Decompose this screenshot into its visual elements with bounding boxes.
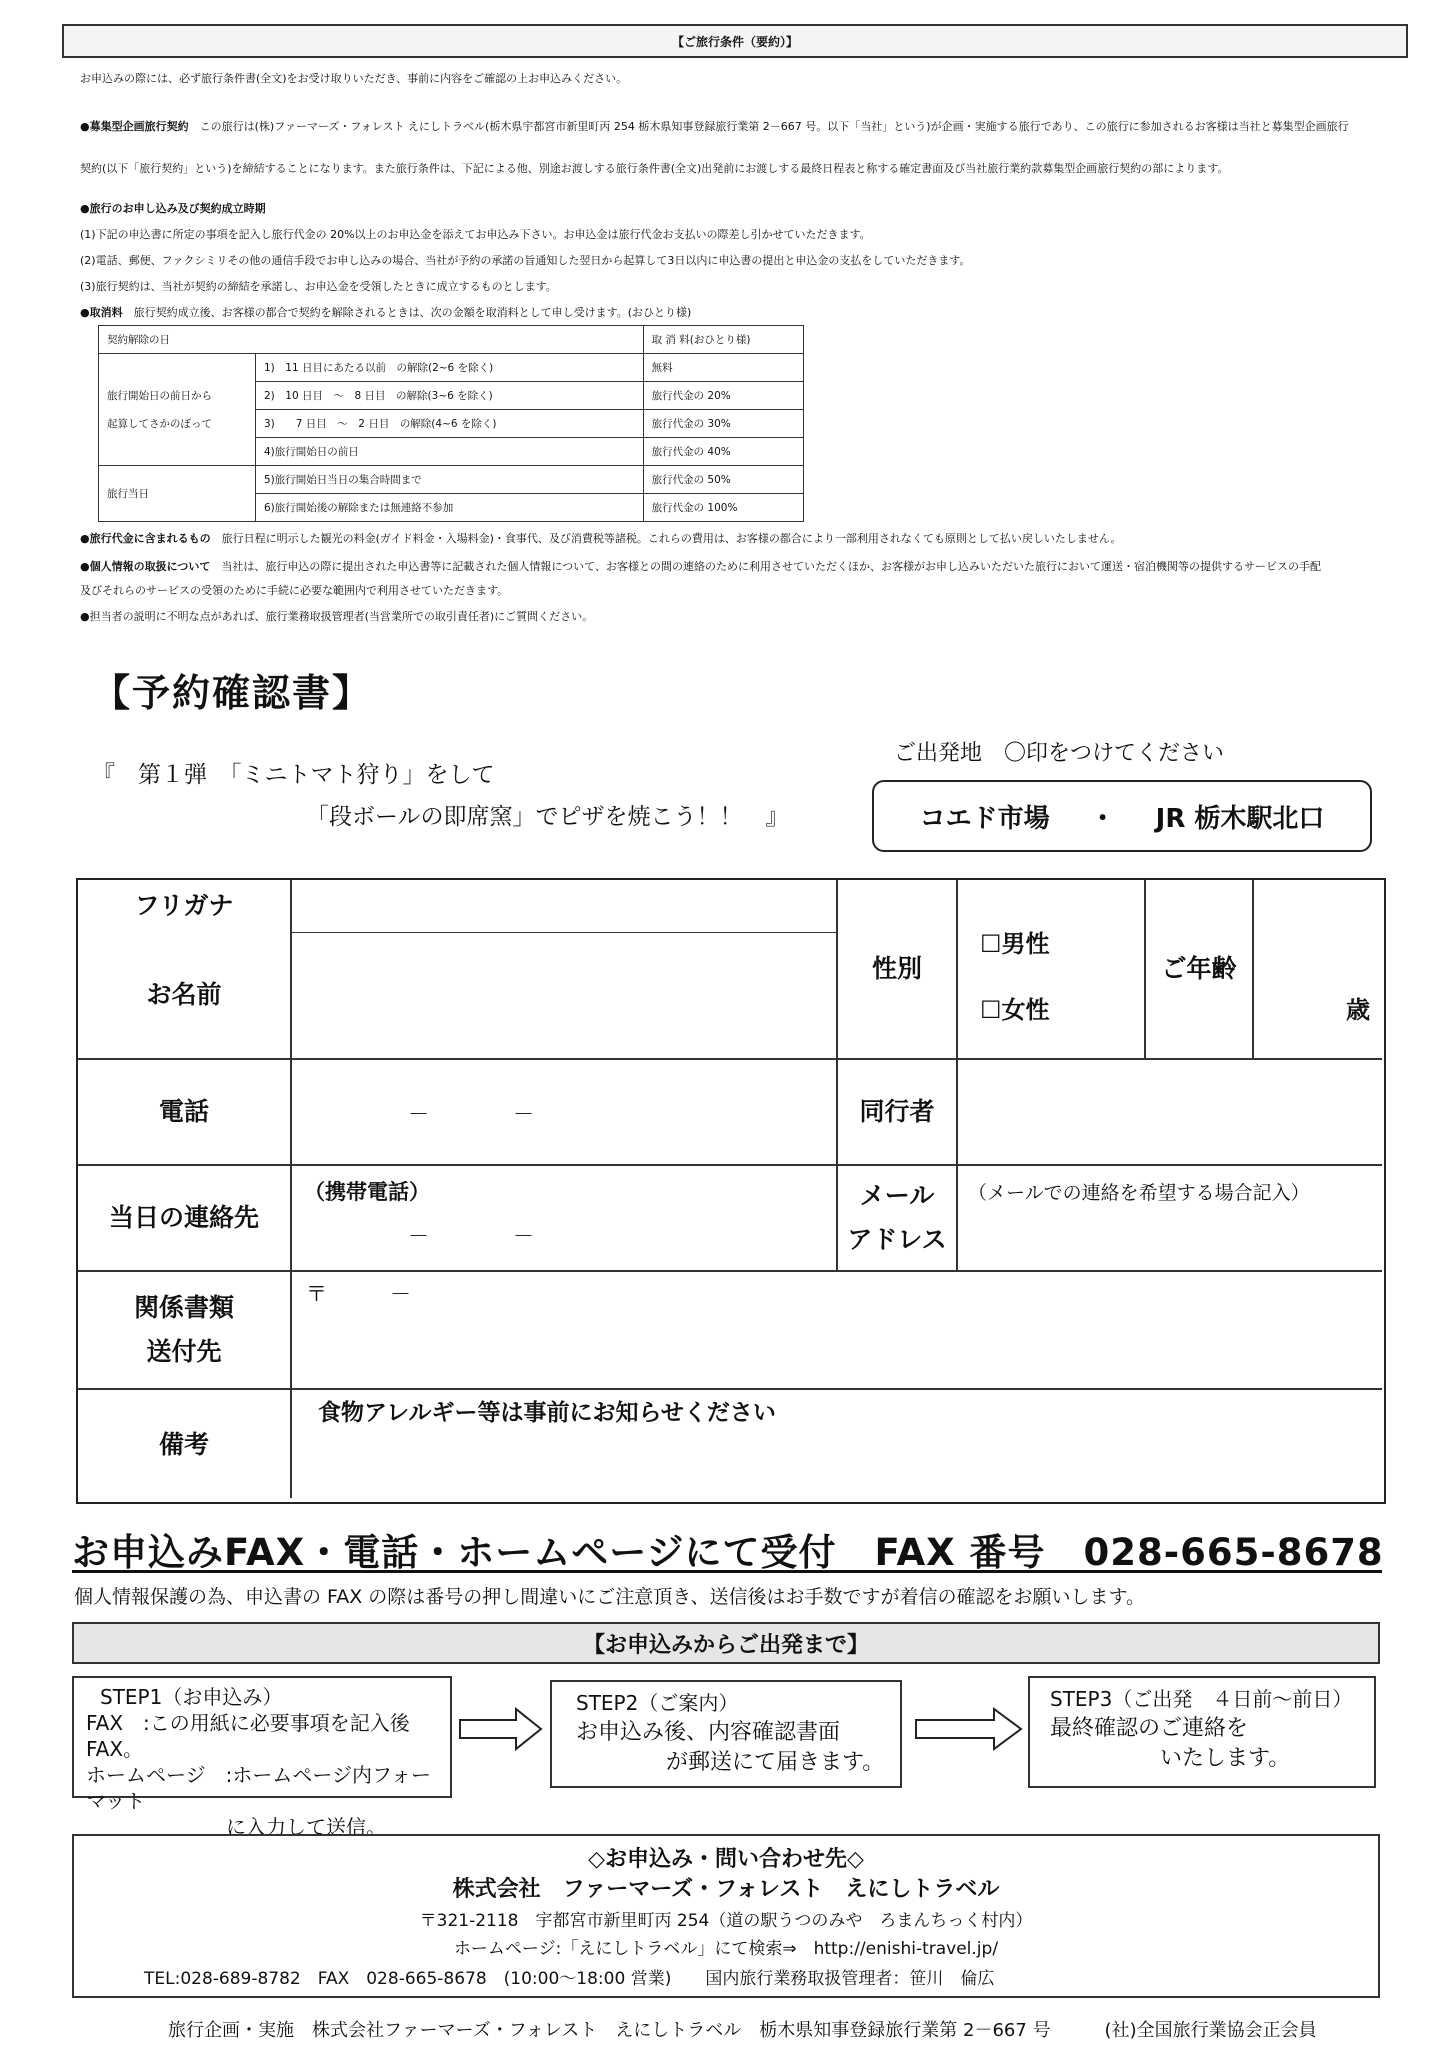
fax-heading: お申込みFAX・電話・ホームページにて受付 FAX 番号 028-665-8678 — [72, 1531, 1384, 1574]
departure-separator: ・ — [1089, 803, 1116, 834]
terms-contract-line2: 契約(以下「旅行契約」という)を締結することになります。また旅行条件は、下記による他、別途お渡しする旅行条件書(全文)出発前にお渡しする最終日程表と称する確定書面及び当社旅行業約款募集型企画旅行契約の部によります。 — [80, 162, 1229, 175]
terms-privacy-line2: 及びそれらのサービスの受領のために手続に必要な範囲内で利用させていただきます。 — [80, 584, 509, 597]
cancel-fee-table — [98, 325, 804, 522]
cancel-cond: 3) 7 日目 ～ 2 日目 の解除(4~6 を除く) — [256, 410, 644, 438]
contact-tel-fax: TEL:028-689-8782 FAX 028-665-8678 (10:00～18:00 営業) 国内旅行業務取扱管理者：笹川 倫広 — [144, 1969, 995, 1989]
terms-header — [62, 24, 1408, 58]
step1-title: STEP1（お申込み） — [100, 1685, 283, 1709]
furigana-label: フリガナ — [134, 891, 234, 920]
cancel-fee: 旅行代金の 20% — [643, 382, 803, 410]
name-label: お名前 — [146, 980, 222, 1009]
gender-male-checkbox[interactable]: ☐男性 — [980, 930, 1050, 958]
cancel-fee: 無料 — [643, 354, 803, 382]
step2-title: STEP2（ご案内） — [576, 1691, 739, 1715]
step1-line3: に入力して送信。 — [226, 1815, 386, 1839]
departure-option-tochigi[interactable]: JR 栃木駅北口 — [1155, 803, 1325, 834]
notes-label: 備考 — [158, 1430, 209, 1459]
fax-underline — [72, 1570, 1382, 1573]
departure-label: ご出発地 〇印をつけてください — [894, 741, 1225, 766]
cancel-cond: 4)旅行開始日の前日 — [256, 438, 644, 466]
documents-address-label: 関係書類 送付先 — [133, 1293, 234, 1366]
contact-company: 株式会社 ファーマーズ・フォレスト えにしトラベル — [452, 1877, 1000, 1902]
terms-cancel-line: ●取消料 旅行契約成立後、お客様の都合で契約を解除されるときは、次の金額を取消料として申し受けます。(おひとり様) — [80, 306, 692, 319]
form-divider — [290, 932, 836, 933]
terms-application-heading: ●旅行のお申し込み及び契約成立時期 — [80, 202, 266, 215]
cancel-cond: 6)旅行開始後の解除または無連絡不参加 — [256, 494, 644, 522]
mobile-input[interactable]: － － — [408, 1224, 534, 1248]
cancel-table-header-row — [99, 326, 804, 354]
departure-option-koedo[interactable]: コエド市場 — [919, 803, 1050, 834]
contact-address: 〒321-2118 宇都宮市新里町丙 254（道の駅うつのみや ろまんちっく村内） — [419, 1911, 1033, 1931]
terms-application-2: (2)電話、郵便、ファクシミリその他の通信手段でお申し込みの場合、当社が予約の承諾の旨通知した翌日から起算して3日以内に申込書の提出と申込金の支払をしていただきます。 — [80, 254, 971, 267]
contact-heading: ◇お申込み・問い合わせ先◇ — [588, 1847, 864, 1872]
terms-intro: お申込みの際には、必ず旅行条件書(全文)をお受け取りいただき、事前に内容をご確認の上お申込みください。 — [80, 72, 628, 85]
cancel-fee: 旅行代金の 40% — [643, 438, 803, 466]
day-contact-label: 当日の連絡先 — [108, 1203, 259, 1232]
cancel-cond: 5)旅行開始日当日の集合時間まで — [256, 466, 644, 494]
age-unit: 歳 — [1346, 996, 1370, 1024]
step1-line2: ホームページ :ホームページ内フォーマット — [86, 1763, 431, 1813]
phone-input[interactable]: － － — [408, 1102, 534, 1126]
mail-input[interactable]: （メールでの連絡を希望する場合記入） — [968, 1182, 1310, 1204]
step3-box — [1028, 1676, 1376, 1788]
name-input[interactable] — [292, 934, 834, 1056]
cancel-row — [99, 354, 804, 382]
companion-input[interactable] — [958, 1062, 1380, 1162]
cancel-header-left: 契約解除の日 — [99, 326, 644, 354]
postal-address-input[interactable]: 〒 － — [306, 1282, 411, 1306]
step3-line2: いたします。 — [1160, 1746, 1291, 1771]
contact-homepage[interactable]: ホームページ:「えにしトラベル」にて検索⇒ http://enishi-travel.jp/ — [453, 1939, 999, 1959]
arrow-right-icon — [458, 1706, 544, 1752]
phone-label: 電話 — [158, 1097, 209, 1126]
mail-label: メール アドレス — [847, 1181, 947, 1254]
application-form — [76, 878, 1386, 1504]
companion-label: 同行者 — [859, 1097, 935, 1126]
tour-title-line2: 「段ボールの即席窯」でピザを焼こう！！ 』 — [306, 804, 789, 830]
cancel-cond: 2) 10 日目 ～ 8 日目 の解除(3~6 を除く) — [256, 382, 644, 410]
cancel-fee: 旅行代金の 30% — [643, 410, 803, 438]
contact-box — [72, 1834, 1380, 1998]
page-title: 【予約確認書】 — [92, 671, 373, 715]
step2-line2: が郵送にて届きます。 — [666, 1750, 885, 1775]
tour-title-line1: 『 第１弾 「ミニトマト狩り」をして — [92, 762, 495, 788]
furigana-input[interactable] — [292, 882, 834, 930]
step3-line1: 最終確認のご連絡を — [1050, 1716, 1249, 1741]
cancel-fee: 旅行代金の 100% — [643, 494, 803, 522]
terms-manager-note: ●担当者の説明に不明な点があれば、旅行業務取扱管理者(当営業所での取引責任者)にご質問ください。 — [80, 610, 594, 623]
terms-application-1: (1)下記の申込書に所定の事項を記入し旅行代金の 20%以上のお申込金を添えてお申込み下さい。お申込金は旅行代金お支払いの際差し引かせていただきます。 — [80, 228, 871, 241]
arrow-right-icon — [914, 1706, 1024, 1752]
mobile-label: （携帯電話） — [304, 1180, 430, 1204]
terms-application-3: (3)旅行契約は、当社が契約の締結を承諾し、お申込金を受領したときに成立するものとします。 — [80, 280, 557, 293]
terms-privacy-line1: ●個人情報の取扱について 当社は、旅行申込の際に提出された申込書等に記載された個人情報について、お客様との間の連絡のために利用させていただくほか、お客様がお申し込みいただいた旅行において運送・宿泊機関等の提供するサービスの手配 — [80, 560, 1321, 573]
terms-contract-line1: ●募集型企画旅行契約 この旅行は(株)ファーマーズ・フォレスト えにしトラベル(栃木県宇都宮市新里町丙 254 栃木県知事登録旅行業第 2－667 号。以下「当社」という)が企画・実施する旅行であり、この旅行に参加されるお客様は当社と募集型企画旅行 — [80, 120, 1349, 133]
cancel-fee: 旅行代金の 50% — [643, 466, 803, 494]
step1-line1: FAX :この用紙に必要事項を記入後FAX。 — [86, 1711, 410, 1761]
cancel-group-1: 旅行開始日の前日から 起算してさかのぼって — [99, 354, 256, 466]
step1-box — [72, 1676, 452, 1839]
cancel-row — [99, 466, 804, 494]
gender-female-checkbox[interactable]: ☐女性 — [980, 996, 1050, 1024]
age-input[interactable] — [1254, 882, 1380, 1056]
cancel-header-right: 取 消 料(おひとり様) — [643, 326, 803, 354]
cancel-group-2: 旅行当日 — [99, 466, 256, 522]
gender-label: 性別 — [871, 954, 922, 983]
step2-line1: お申込み後、内容確認書面 — [576, 1720, 841, 1745]
step2-box — [550, 1680, 902, 1788]
age-label: ご年齢 — [1161, 954, 1237, 983]
terms-header-text: 【ご旅行条件（要約）】 — [671, 34, 798, 49]
notes-input[interactable]: 食物アレルギー等は事前にお知らせください — [318, 1400, 776, 1426]
departure-options[interactable] — [872, 780, 1372, 852]
steps-header: 【お申込みからご出発まで】 — [72, 1622, 1380, 1664]
footer-organizer: 旅行企画・実施 株式会社ファーマーズ・フォレスト えにしトラベル 栃木県知事登録旅行業第 2－667 号 (社)全国旅行業協会正会員 — [168, 2020, 1317, 2041]
cancel-cond: 1) 11 日目にあたる以前 の解除(2~6 を除く) — [256, 354, 644, 382]
terms-included: ●旅行代金に含まれるもの 旅行日程に明示した観光の料金(ガイド料金・入場料金)・食事代、及び消費税等諸税。これらの費用は、お客様の都合により一部利用されなくても原則として払い戻しいたしません。 — [80, 532, 1122, 545]
fax-privacy-note: 個人情報保護の為、申込書の FAX の際は番号の押し間違いにご注意頂き、送信後はお手数ですが着信の確認をお願いします。 — [74, 1586, 1146, 1608]
step3-title: STEP3（ご出発 ４日前～前日） — [1050, 1687, 1353, 1711]
